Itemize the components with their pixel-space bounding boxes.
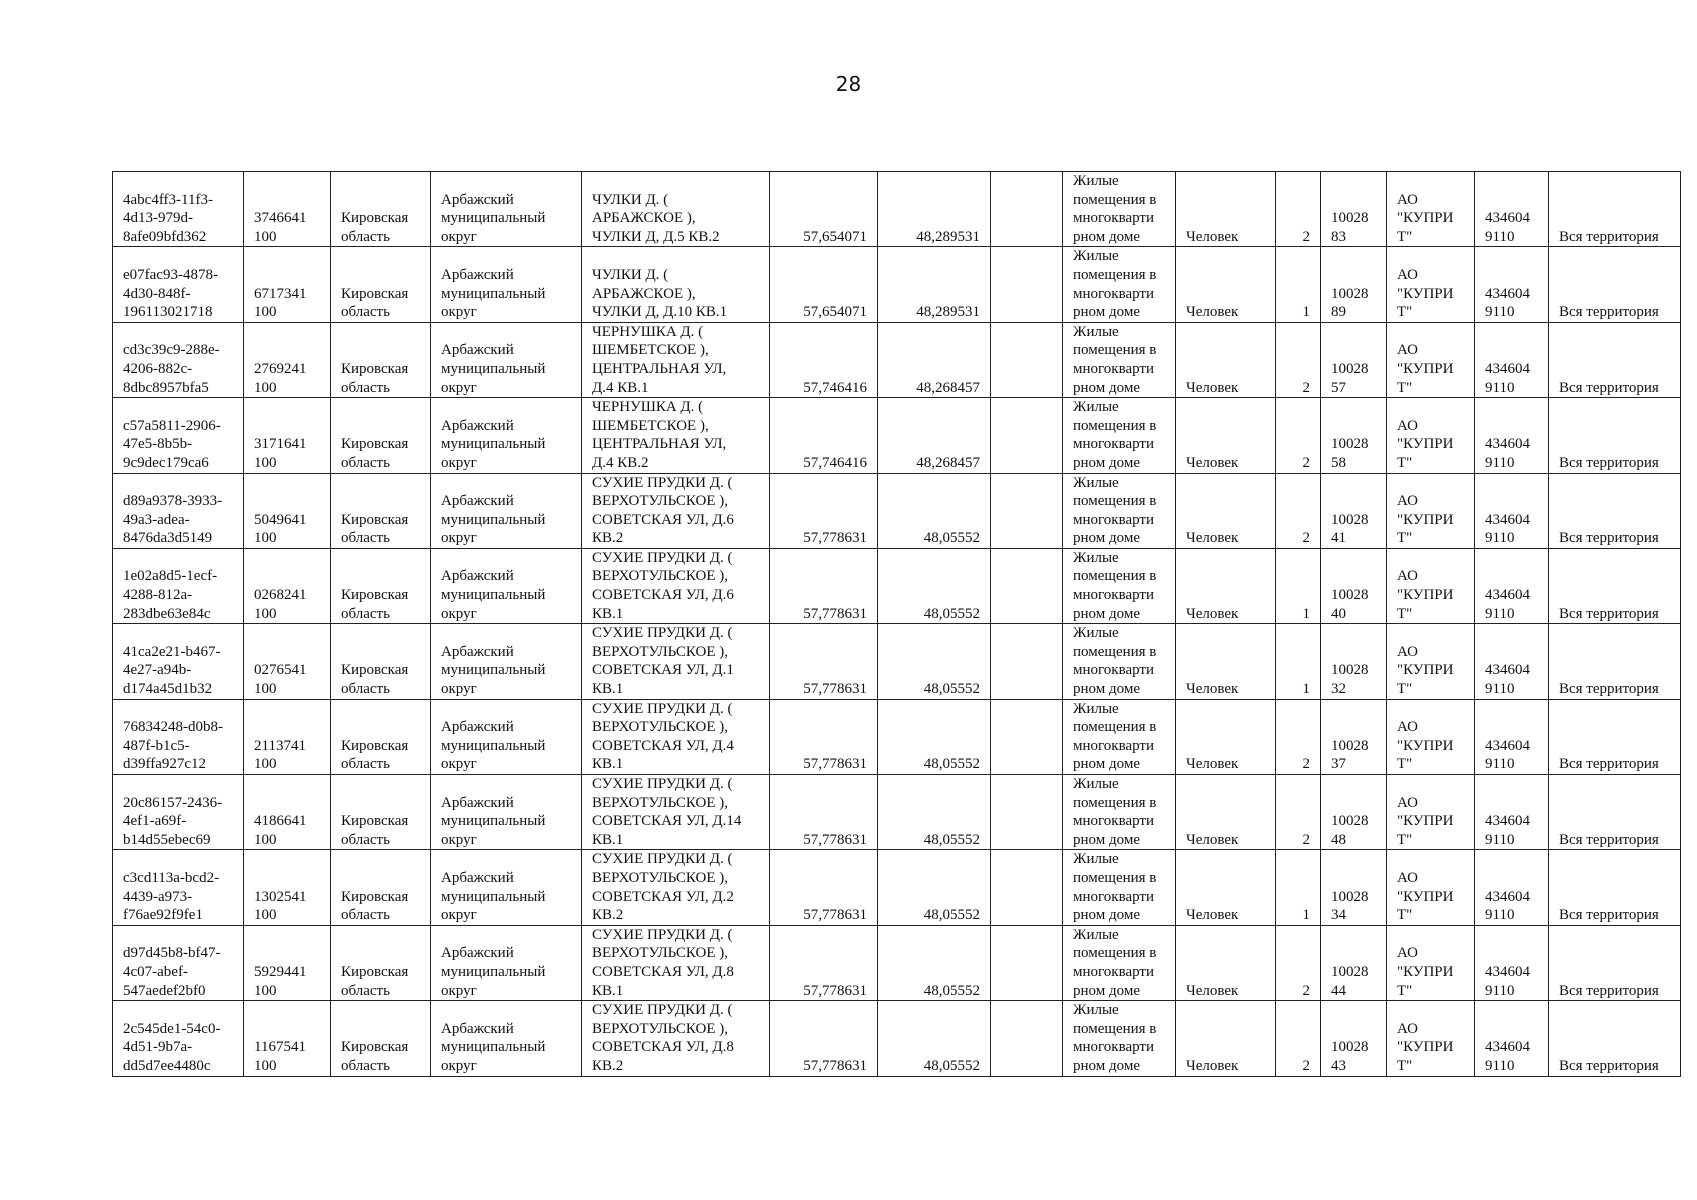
empty-cell — [991, 473, 1063, 548]
empty-cell — [991, 850, 1063, 925]
table-row — [113, 1001, 1681, 1076]
quantity-cell: 2 — [1276, 398, 1321, 473]
code-cell: 10028 89 — [1321, 247, 1387, 322]
longitude-cell: 48,05552 — [878, 925, 991, 1000]
inn-cell: 434604 9110 — [1475, 172, 1549, 247]
address-cell: СУХИЕ ПРУДКИ Д. ( ВЕРХОТУЛЬСКОЕ ), СОВЕТСКАЯ УЛ, Д.6 КВ.1 — [582, 548, 770, 623]
longitude-cell: 48,05552 — [878, 624, 991, 699]
unit-cell: Человек — [1176, 925, 1276, 1000]
table-row — [113, 247, 1681, 322]
inn-cell: 434604 9110 — [1475, 398, 1549, 473]
record-id-cell: 20c86157-2436- 4ef1-a69f- b14d55ebec69 — [113, 775, 244, 850]
table-row — [113, 624, 1681, 699]
empty-cell — [991, 925, 1063, 1000]
empty-cell — [991, 247, 1063, 322]
territory-cell: Вся территория — [1549, 322, 1681, 397]
organization-cell: АО "КУПРИ Т" — [1387, 473, 1475, 548]
table-row — [113, 548, 1681, 623]
address-cell: СУХИЕ ПРУДКИ Д. ( ВЕРХОТУЛЬСКОЕ ), СОВЕТСКАЯ УЛ, Д.8 КВ.2 — [582, 1001, 770, 1076]
latitude-cell: 57,778631 — [770, 850, 878, 925]
quantity-cell: 2 — [1276, 1001, 1321, 1076]
latitude-cell: 57,778631 — [770, 1001, 878, 1076]
region-cell: Кировская область — [331, 398, 431, 473]
latitude-cell: 57,778631 — [770, 699, 878, 774]
record-id-cell: 2c545de1-54c0- 4d51-9b7a- dd5d7ee4480c — [113, 1001, 244, 1076]
unit-cell: Человек — [1176, 775, 1276, 850]
unit-cell: Человек — [1176, 624, 1276, 699]
record-id-cell: d89a9378-3933- 49a3-adea- 8476da3d5149 — [113, 473, 244, 548]
oktmo-code-cell: 5929441 100 — [244, 925, 331, 1000]
premises-type-cell: Жилые помещения в многокварти рном доме — [1063, 775, 1176, 850]
inn-cell: 434604 9110 — [1475, 473, 1549, 548]
oktmo-code-cell: 2113741 100 — [244, 699, 331, 774]
inn-cell: 434604 9110 — [1475, 548, 1549, 623]
oktmo-code-cell: 2769241 100 — [244, 322, 331, 397]
longitude-cell: 48,289531 — [878, 172, 991, 247]
region-cell: Кировская область — [331, 548, 431, 623]
latitude-cell: 57,654071 — [770, 172, 878, 247]
quantity-cell: 1 — [1276, 624, 1321, 699]
district-cell: Арбажский муниципальный округ — [431, 398, 582, 473]
longitude-cell: 48,05552 — [878, 850, 991, 925]
code-cell: 10028 58 — [1321, 398, 1387, 473]
code-cell: 10028 44 — [1321, 925, 1387, 1000]
organization-cell: АО "КУПРИ Т" — [1387, 247, 1475, 322]
code-cell: 10028 83 — [1321, 172, 1387, 247]
code-cell: 10028 57 — [1321, 322, 1387, 397]
address-cell: СУХИЕ ПРУДКИ Д. ( ВЕРХОТУЛЬСКОЕ ), СОВЕТСКАЯ УЛ, Д.14 КВ.1 — [582, 775, 770, 850]
quantity-cell: 1 — [1276, 247, 1321, 322]
code-cell: 10028 37 — [1321, 699, 1387, 774]
code-cell: 10028 34 — [1321, 850, 1387, 925]
record-id-cell: cd3c39c9-288e- 4206-882c- 8dbc8957bfa5 — [113, 322, 244, 397]
record-id-cell: 76834248-d0b8- 487f-b1c5- d39ffa927c12 — [113, 699, 244, 774]
premises-type-cell: Жилые помещения в многокварти рном доме — [1063, 247, 1176, 322]
empty-cell — [991, 1001, 1063, 1076]
quantity-cell: 1 — [1276, 850, 1321, 925]
record-id-cell: c57a5811-2906- 47e5-8b5b- 9c9dec179ca6 — [113, 398, 244, 473]
premises-type-cell: Жилые помещения в многокварти рном доме — [1063, 699, 1176, 774]
district-cell: Арбажский муниципальный округ — [431, 473, 582, 548]
empty-cell — [991, 699, 1063, 774]
inn-cell: 434604 9110 — [1475, 775, 1549, 850]
quantity-cell: 2 — [1276, 473, 1321, 548]
district-cell: Арбажский муниципальный округ — [431, 172, 582, 247]
address-cell: ЧЕРНУШКА Д. ( ШЕМБЕТСКОЕ ), ЦЕНТРАЛЬНАЯ УЛ, Д.4 КВ.2 — [582, 398, 770, 473]
organization-cell: АО "КУПРИ Т" — [1387, 548, 1475, 623]
district-cell: Арбажский муниципальный округ — [431, 775, 582, 850]
latitude-cell: 57,778631 — [770, 624, 878, 699]
district-cell: Арбажский муниципальный округ — [431, 247, 582, 322]
latitude-cell: 57,778631 — [770, 473, 878, 548]
premises-type-cell: Жилые помещения в многокварти рном доме — [1063, 624, 1176, 699]
empty-cell — [991, 624, 1063, 699]
region-cell: Кировская область — [331, 699, 431, 774]
table-row — [113, 699, 1681, 774]
table-row — [113, 925, 1681, 1000]
territory-cell: Вся территория — [1549, 624, 1681, 699]
premises-type-cell: Жилые помещения в многокварти рном доме — [1063, 172, 1176, 247]
inn-cell: 434604 9110 — [1475, 925, 1549, 1000]
oktmo-code-cell: 5049641 100 — [244, 473, 331, 548]
inn-cell: 434604 9110 — [1475, 322, 1549, 397]
longitude-cell: 48,268457 — [878, 322, 991, 397]
territory-cell: Вся территория — [1549, 775, 1681, 850]
address-cell: СУХИЕ ПРУДКИ Д. ( ВЕРХОТУЛЬСКОЕ ), СОВЕТСКАЯ УЛ, Д.6 КВ.2 — [582, 473, 770, 548]
record-id-cell: c3cd113a-bcd2- 4439-a973- f76ae92f9fe1 — [113, 850, 244, 925]
district-cell: Арбажский муниципальный округ — [431, 1001, 582, 1076]
region-cell: Кировская область — [331, 322, 431, 397]
address-cell: СУХИЕ ПРУДКИ Д. ( ВЕРХОТУЛЬСКОЕ ), СОВЕТСКАЯ УЛ, Д.4 КВ.1 — [582, 699, 770, 774]
oktmo-code-cell: 1302541 100 — [244, 850, 331, 925]
district-cell: Арбажский муниципальный округ — [431, 322, 582, 397]
record-id-cell: 41ca2e21-b467- 4e27-a94b- d174a45d1b32 — [113, 624, 244, 699]
longitude-cell: 48,05552 — [878, 775, 991, 850]
organization-cell: АО "КУПРИ Т" — [1387, 1001, 1475, 1076]
inn-cell: 434604 9110 — [1475, 1001, 1549, 1076]
table-row — [113, 775, 1681, 850]
longitude-cell: 48,268457 — [878, 398, 991, 473]
code-cell: 10028 48 — [1321, 775, 1387, 850]
code-cell: 10028 41 — [1321, 473, 1387, 548]
record-id-cell: e07fac93-4878- 4d30-848f- 196113021718 — [113, 247, 244, 322]
unit-cell: Человек — [1176, 1001, 1276, 1076]
code-cell: 10028 32 — [1321, 624, 1387, 699]
record-id-cell: d97d45b8-bf47- 4c07-abef- 547aedef2bf0 — [113, 925, 244, 1000]
oktmo-code-cell: 3746641 100 — [244, 172, 331, 247]
inn-cell: 434604 9110 — [1475, 699, 1549, 774]
latitude-cell: 57,746416 — [770, 398, 878, 473]
empty-cell — [991, 322, 1063, 397]
latitude-cell: 57,778631 — [770, 548, 878, 623]
longitude-cell: 48,05552 — [878, 1001, 991, 1076]
premises-type-cell: Жилые помещения в многокварти рном доме — [1063, 1001, 1176, 1076]
district-cell: Арбажский муниципальный округ — [431, 548, 582, 623]
table-row — [113, 322, 1681, 397]
empty-cell — [991, 775, 1063, 850]
registry-table — [112, 171, 1681, 1077]
oktmo-code-cell: 3171641 100 — [244, 398, 331, 473]
territory-cell: Вся территория — [1549, 925, 1681, 1000]
quantity-cell: 1 — [1276, 548, 1321, 623]
inn-cell: 434604 9110 — [1475, 247, 1549, 322]
latitude-cell: 57,778631 — [770, 925, 878, 1000]
empty-cell — [991, 172, 1063, 247]
empty-cell — [991, 398, 1063, 473]
page-number: 28 — [835, 72, 862, 96]
premises-type-cell: Жилые помещения в многокварти рном доме — [1063, 398, 1176, 473]
longitude-cell: 48,05552 — [878, 699, 991, 774]
inn-cell: 434604 9110 — [1475, 624, 1549, 699]
longitude-cell: 48,289531 — [878, 247, 991, 322]
territory-cell: Вся территория — [1549, 850, 1681, 925]
premises-type-cell: Жилые помещения в многокварти рном доме — [1063, 850, 1176, 925]
unit-cell: Человек — [1176, 699, 1276, 774]
region-cell: Кировская область — [331, 172, 431, 247]
premises-type-cell: Жилые помещения в многокварти рном доме — [1063, 473, 1176, 548]
address-cell: ЧУЛКИ Д. ( АРБАЖСКОЕ ), ЧУЛКИ Д, Д.10 КВ.1 — [582, 247, 770, 322]
territory-cell: Вся территория — [1549, 473, 1681, 548]
organization-cell: АО "КУПРИ Т" — [1387, 850, 1475, 925]
code-cell: 10028 43 — [1321, 1001, 1387, 1076]
unit-cell: Человек — [1176, 398, 1276, 473]
organization-cell: АО "КУПРИ Т" — [1387, 398, 1475, 473]
unit-cell: Человек — [1176, 473, 1276, 548]
district-cell: Арбажский муниципальный округ — [431, 850, 582, 925]
latitude-cell: 57,654071 — [770, 247, 878, 322]
region-cell: Кировская область — [331, 473, 431, 548]
quantity-cell: 2 — [1276, 925, 1321, 1000]
district-cell: Арбажский муниципальный округ — [431, 925, 582, 1000]
empty-cell — [991, 548, 1063, 623]
address-cell: СУХИЕ ПРУДКИ Д. ( ВЕРХОТУЛЬСКОЕ ), СОВЕТСКАЯ УЛ, Д.2 КВ.2 — [582, 850, 770, 925]
table-row — [113, 850, 1681, 925]
longitude-cell: 48,05552 — [878, 548, 991, 623]
premises-type-cell: Жилые помещения в многокварти рном доме — [1063, 925, 1176, 1000]
unit-cell: Человек — [1176, 172, 1276, 247]
address-cell: СУХИЕ ПРУДКИ Д. ( ВЕРХОТУЛЬСКОЕ ), СОВЕТСКАЯ УЛ, Д.8 КВ.1 — [582, 925, 770, 1000]
inn-cell: 434604 9110 — [1475, 850, 1549, 925]
organization-cell: АО "КУПРИ Т" — [1387, 775, 1475, 850]
oktmo-code-cell: 0276541 100 — [244, 624, 331, 699]
record-id-cell: 1e02a8d5-1ecf- 4288-812a- 283dbe63e84c — [113, 548, 244, 623]
oktmo-code-cell: 4186641 100 — [244, 775, 331, 850]
latitude-cell: 57,778631 — [770, 775, 878, 850]
longitude-cell: 48,05552 — [878, 473, 991, 548]
quantity-cell: 2 — [1276, 699, 1321, 774]
region-cell: Кировская область — [331, 775, 431, 850]
region-cell: Кировская область — [331, 1001, 431, 1076]
region-cell: Кировская область — [331, 925, 431, 1000]
unit-cell: Человек — [1176, 322, 1276, 397]
unit-cell: Человек — [1176, 850, 1276, 925]
region-cell: Кировская область — [331, 850, 431, 925]
latitude-cell: 57,746416 — [770, 322, 878, 397]
premises-type-cell: Жилые помещения в многокварти рном доме — [1063, 548, 1176, 623]
oktmo-code-cell: 1167541 100 — [244, 1001, 331, 1076]
quantity-cell: 2 — [1276, 775, 1321, 850]
code-cell: 10028 40 — [1321, 548, 1387, 623]
organization-cell: АО "КУПРИ Т" — [1387, 699, 1475, 774]
table-row — [113, 473, 1681, 548]
district-cell: Арбажский муниципальный округ — [431, 699, 582, 774]
region-cell: Кировская область — [331, 247, 431, 322]
table-row — [113, 398, 1681, 473]
quantity-cell: 2 — [1276, 172, 1321, 247]
district-cell: Арбажский муниципальный округ — [431, 624, 582, 699]
territory-cell: Вся территория — [1549, 398, 1681, 473]
territory-cell: Вся территория — [1549, 172, 1681, 247]
unit-cell: Человек — [1176, 247, 1276, 322]
oktmo-code-cell: 0268241 100 — [244, 548, 331, 623]
organization-cell: АО "КУПРИ Т" — [1387, 172, 1475, 247]
table-row — [113, 172, 1681, 247]
address-cell: ЧУЛКИ Д. ( АРБАЖСКОЕ ), ЧУЛКИ Д, Д.5 КВ.2 — [582, 172, 770, 247]
organization-cell: АО "КУПРИ Т" — [1387, 925, 1475, 1000]
region-cell: Кировская область — [331, 624, 431, 699]
territory-cell: Вся территория — [1549, 1001, 1681, 1076]
premises-type-cell: Жилые помещения в многокварти рном доме — [1063, 322, 1176, 397]
record-id-cell: 4abc4ff3-11f3- 4d13-979d- 8afe09bfd362 — [113, 172, 244, 247]
organization-cell: АО "КУПРИ Т" — [1387, 322, 1475, 397]
unit-cell: Человек — [1176, 548, 1276, 623]
organization-cell: АО "КУПРИ Т" — [1387, 624, 1475, 699]
territory-cell: Вся территория — [1549, 247, 1681, 322]
territory-cell: Вся территория — [1549, 699, 1681, 774]
address-cell: ЧЕРНУШКА Д. ( ШЕМБЕТСКОЕ ), ЦЕНТРАЛЬНАЯ УЛ, Д.4 КВ.1 — [582, 322, 770, 397]
oktmo-code-cell: 6717341 100 — [244, 247, 331, 322]
registry-table-body — [113, 172, 1681, 1077]
quantity-cell: 2 — [1276, 322, 1321, 397]
address-cell: СУХИЕ ПРУДКИ Д. ( ВЕРХОТУЛЬСКОЕ ), СОВЕТСКАЯ УЛ, Д.1 КВ.1 — [582, 624, 770, 699]
territory-cell: Вся территория — [1549, 548, 1681, 623]
